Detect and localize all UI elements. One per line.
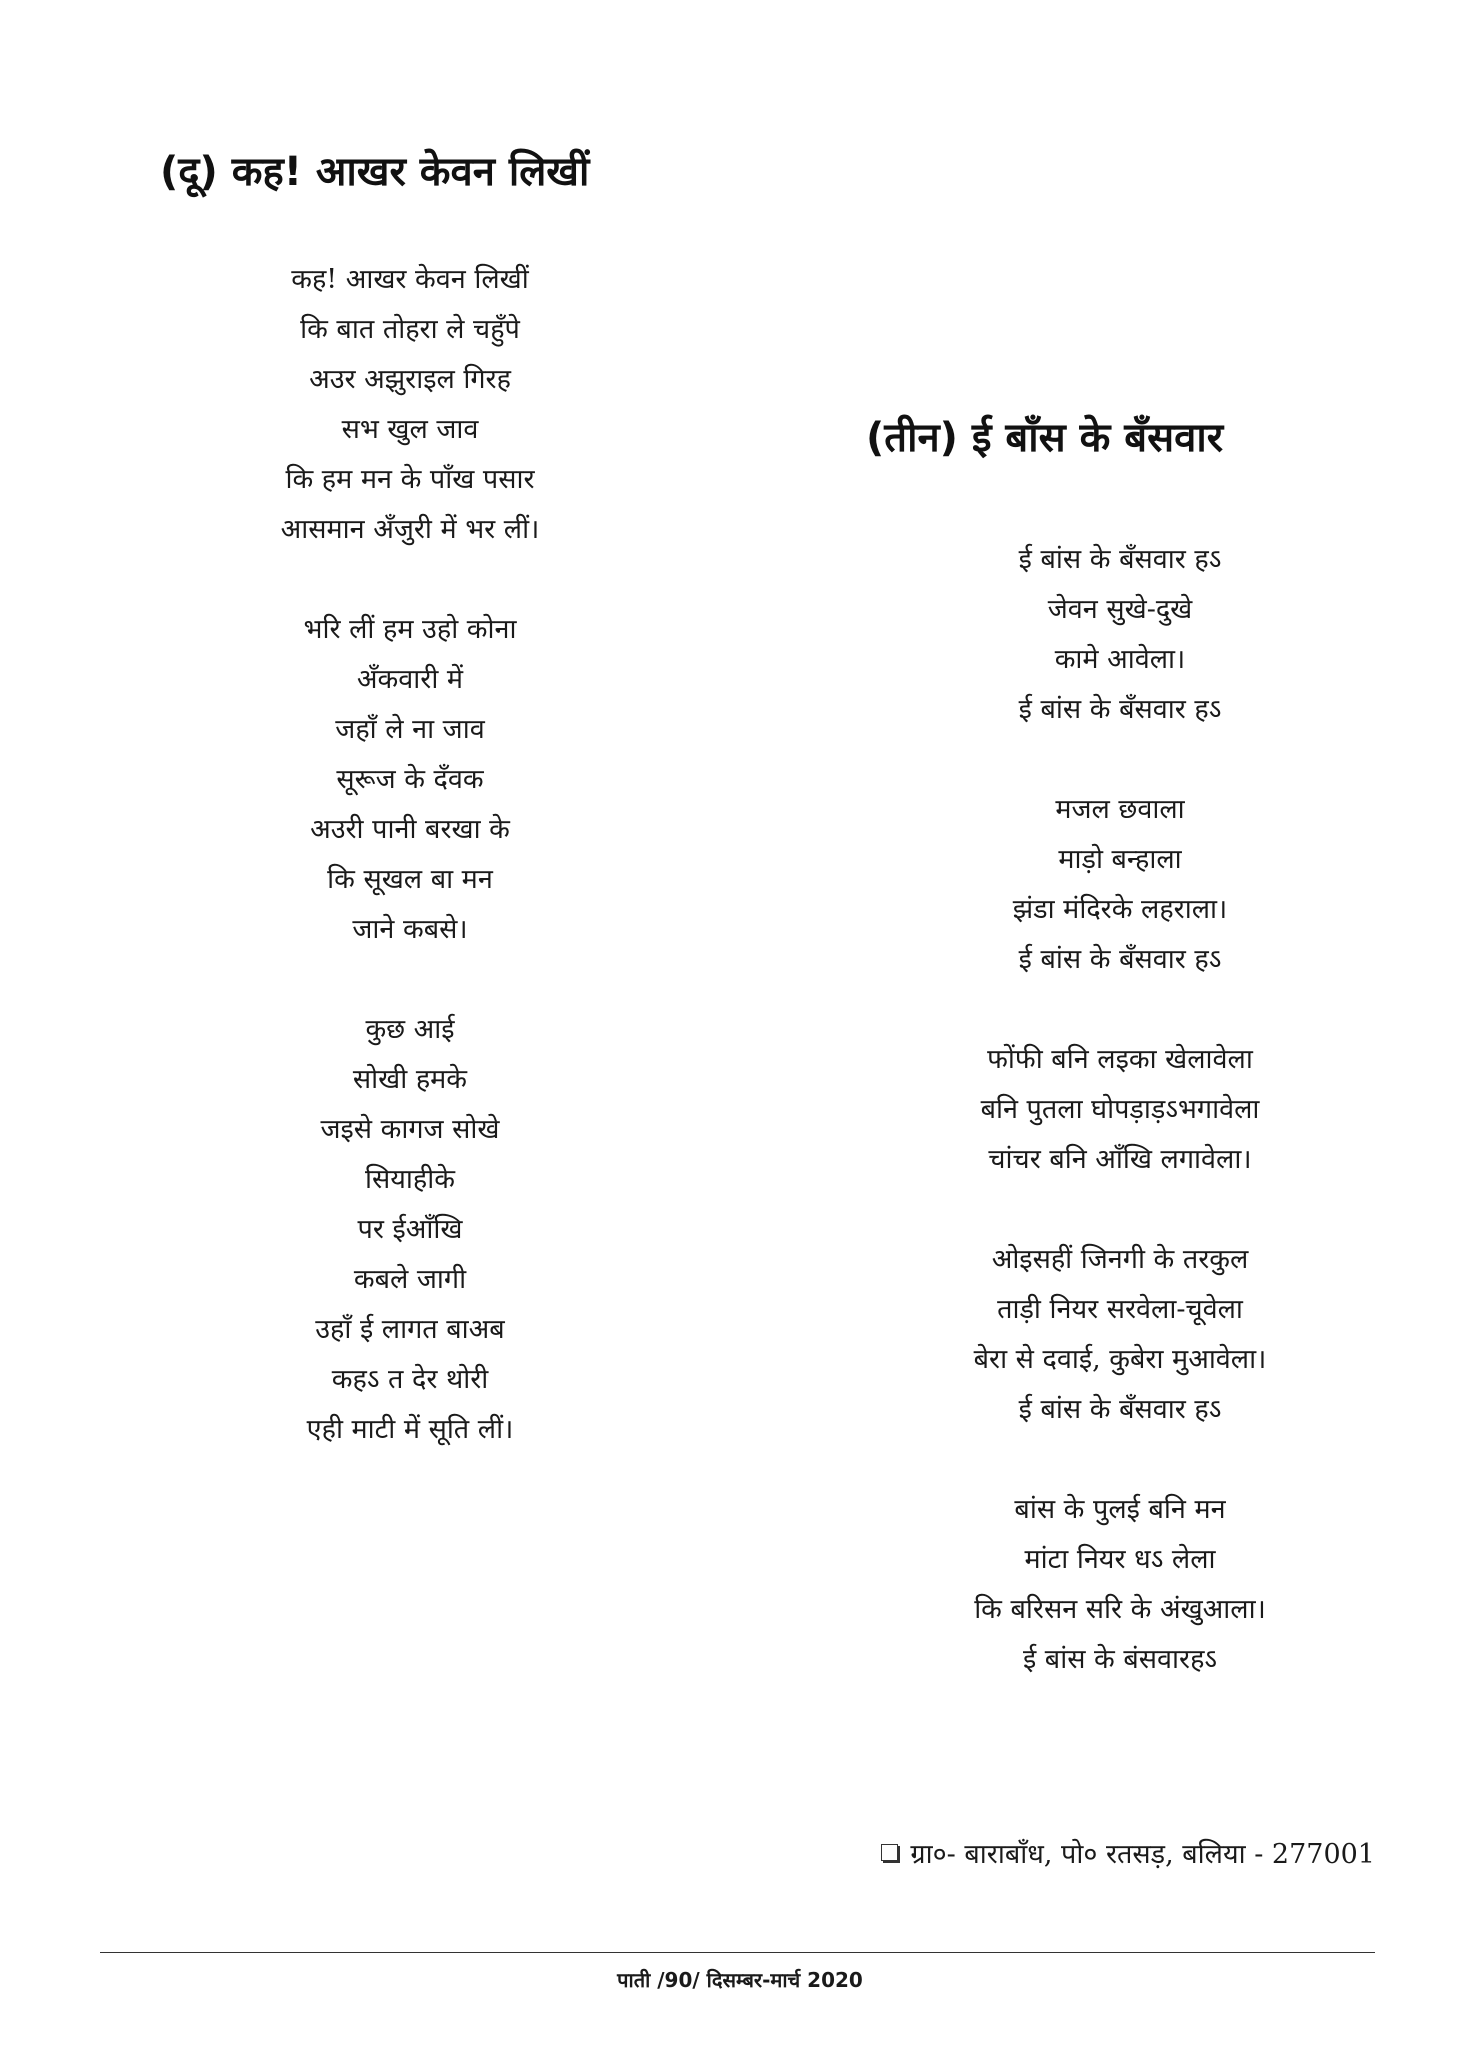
poem-line: जहाँ ले ना जाव (335, 714, 485, 745)
poem-line: झंडा मंदिरके लहराला। (1012, 894, 1228, 925)
poem-line: सोखी हमके (352, 1064, 468, 1095)
poem-body-right (860, 535, 1380, 1685)
poem-line: जेवन सुखे-दुखे (1047, 594, 1193, 625)
poem-stanza (860, 535, 1380, 735)
poem-stanza (210, 605, 610, 955)
poem-stanza (860, 785, 1380, 985)
poem-line: आसमान अँजुरी में भर लीं। (280, 514, 540, 545)
poem-title-right: (तीन) ई बाँस के बँसवार (866, 415, 1224, 461)
poem-line: ई बांस के बँसवार हऽ (1018, 944, 1222, 975)
address-text: ग्रा०- बाराबाँध, पो० रतसड़, बलिया - 277001 (910, 1839, 1375, 1870)
square-bullet-icon (881, 1844, 898, 1861)
poem-line: कि हम मन के पाँख पसार (285, 464, 535, 495)
poem-line: फोंफी बनि लइका खेलावेला (987, 1044, 1253, 1075)
poem-line: अउरी पानी बरखा के (310, 814, 510, 845)
poem-line: कि बरिसन सरि के अंखुआला। (974, 1594, 1266, 1625)
footer-divider (100, 1952, 1375, 1953)
poem-line: ताड़ी नियर सरवेला-चूवेला (997, 1294, 1243, 1325)
poem-line: बांस के पुलई बनि मन (1014, 1494, 1226, 1525)
poem-title-left: (दू) कह! आखर केवन लिखीं (160, 149, 590, 195)
poem-line: बनि पुतला घोपड़ाड़ऽभगावेला (980, 1094, 1260, 1125)
poem-stanza (860, 1485, 1380, 1685)
poem-line: कबले जागी (353, 1264, 467, 1295)
poem-line: मजल छवाला (1055, 794, 1185, 825)
poem-stanza (210, 255, 610, 555)
page-footer: पाती /90/ दिसम्बर-मार्च 2020 (617, 1968, 863, 1992)
poem-line: ओइसहीं जिनगी के तरकुल (991, 1244, 1249, 1275)
poem-line: सियाहीके (365, 1164, 455, 1195)
poem-line: सभ खुल जाव (341, 414, 479, 445)
poem-line: अँकवारी में (356, 664, 464, 695)
poem-body-left (210, 255, 610, 1455)
poem-line: भरि लीं हम उहो कोना (303, 614, 517, 645)
poem-line: पर ईआँखि (357, 1214, 463, 1245)
poem-line: ई बांस के बंसवारहऽ (1022, 1644, 1218, 1675)
poem-line: ई बांस के बँसवार हऽ (1018, 544, 1222, 575)
poem-line: बेरा से दवाई, कुबेरा मुआवेला। (973, 1344, 1267, 1375)
poem-line: कहऽ त देर थोरी (331, 1364, 489, 1395)
poem-line: उहाँ ई लागत बाअब (315, 1314, 505, 1345)
author-address (881, 1834, 1375, 1871)
poem-line: ई बांस के बँसवार हऽ (1018, 694, 1222, 725)
poem-line: कामे आवेला। (1054, 644, 1186, 675)
poem-line: जाने कबसे। (352, 914, 468, 945)
poem-line: कि बात तोहरा ले चहुँपे (300, 314, 520, 345)
poem-line: चांचर बनि आँखि लगावेला। (988, 1144, 1252, 1175)
poem-stanza (860, 1035, 1380, 1185)
poem-line: कह! आखर केवन लिखीं (291, 264, 529, 295)
poem-stanza (860, 1235, 1380, 1435)
poem-line: सूरूज के दँवक (336, 764, 484, 795)
poem-line: ई बांस के बँसवार हऽ (1018, 1394, 1222, 1425)
poem-stanza (210, 1005, 610, 1455)
poem-line: मांटा नियर धऽ लेला (1024, 1544, 1216, 1575)
poem-line: अउर अझुराइल गिरह (309, 364, 511, 395)
poem-line: एही माटी में सूति लीं। (306, 1414, 514, 1445)
poem-line: जइसे कागज सोखे (320, 1114, 500, 1145)
poem-line: माड़ो बन्हाला (1058, 844, 1182, 875)
poem-line: कि सूखल बा मन (327, 864, 493, 895)
poem-line: कुछ आई (365, 1014, 455, 1045)
